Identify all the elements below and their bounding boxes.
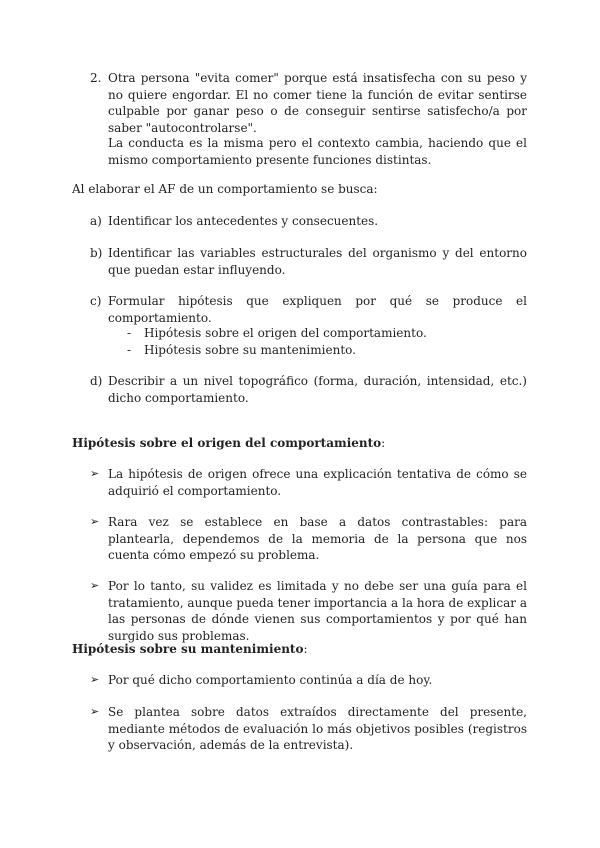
list-number: 2. bbox=[90, 71, 102, 85]
bullet-item-text: Por qué dicho comportamiento continúa a día de hoy. bbox=[108, 673, 433, 687]
list-letter: d) bbox=[90, 374, 103, 388]
list-item-text: Describir a un nivel topográfico (forma, duración, intensidad, etc.) dicho comportamiento. bbox=[108, 374, 527, 405]
bullet-item-text: La hipótesis de origen ofrece una explicación tentativa de cómo se adquirió el comportamiento. bbox=[108, 467, 527, 498]
arrow-bullet-icon: ➢ bbox=[90, 515, 100, 528]
list-letter: c) bbox=[90, 294, 102, 308]
dash-marker: - bbox=[127, 343, 132, 357]
intro-paragraph: Al elaborar el AF de un comportamiento se busca: bbox=[72, 182, 378, 196]
bullet-item-text: Se plantea sobre datos extraídos directamente del presente, mediante métodos de evaluación lo más objetivos posibles (registros y observación, además de la entrevista). bbox=[108, 705, 527, 752]
list-item-text: Otra persona "evita comer" porque está insatisfecha con su peso y no quiere engordar. El no comer tiene la función de evitar sentirse culpable por ganar peso o de conseguir sentirse satisfecho/a por saber "autocontrolarse". bbox=[108, 71, 527, 135]
bullet-item-text: Rara vez se establece en base a datos contrastables: para plantearla, dependemos de la memoria de la persona que nos cuenta cómo empezó su problema. bbox=[108, 515, 527, 562]
dash-marker: - bbox=[127, 326, 132, 340]
heading-text: Hipótesis sobre su mantenimiento bbox=[72, 642, 304, 656]
arrow-bullet-icon: ➢ bbox=[90, 579, 100, 592]
heading-text: Hipótesis sobre el origen del comportamiento bbox=[72, 436, 382, 450]
list-letter: a) bbox=[90, 214, 102, 228]
arrow-bullet-icon: ➢ bbox=[90, 705, 100, 718]
sub-list-item: Hipótesis sobre el origen del comportamiento. bbox=[144, 326, 427, 340]
list-letter: b) bbox=[90, 246, 103, 260]
arrow-bullet-icon: ➢ bbox=[90, 467, 100, 480]
list-item-text: Identificar las variables estructurales del organismo y del entorno que puedan estar influyendo. bbox=[108, 246, 527, 277]
bullet-item-text: Por lo tanto, su validez es limitada y no debe ser una guía para el tratamiento, aunque pueda tener importancia a la hora de explicar a las personas de dónde vienen sus comportamientos y por qué han surgido sus problemas. bbox=[108, 579, 527, 643]
section-heading bbox=[72, 641, 527, 658]
list-item-text: Formular hipótesis que expliquen por qué se produce el comportamiento. bbox=[108, 294, 527, 325]
heading-colon: : bbox=[381, 436, 386, 450]
paragraph-note: La conducta es la misma pero el contexto cambia, haciendo que el mismo comportamiento presente funciones distintas. bbox=[108, 136, 527, 167]
heading-colon: : bbox=[303, 642, 308, 656]
sub-list-item: Hipótesis sobre su mantenimiento. bbox=[144, 343, 356, 357]
section-heading bbox=[72, 435, 527, 452]
arrow-bullet-icon: ➢ bbox=[90, 673, 100, 686]
list-item-text: Identificar los antecedentes y consecuentes. bbox=[108, 214, 379, 228]
